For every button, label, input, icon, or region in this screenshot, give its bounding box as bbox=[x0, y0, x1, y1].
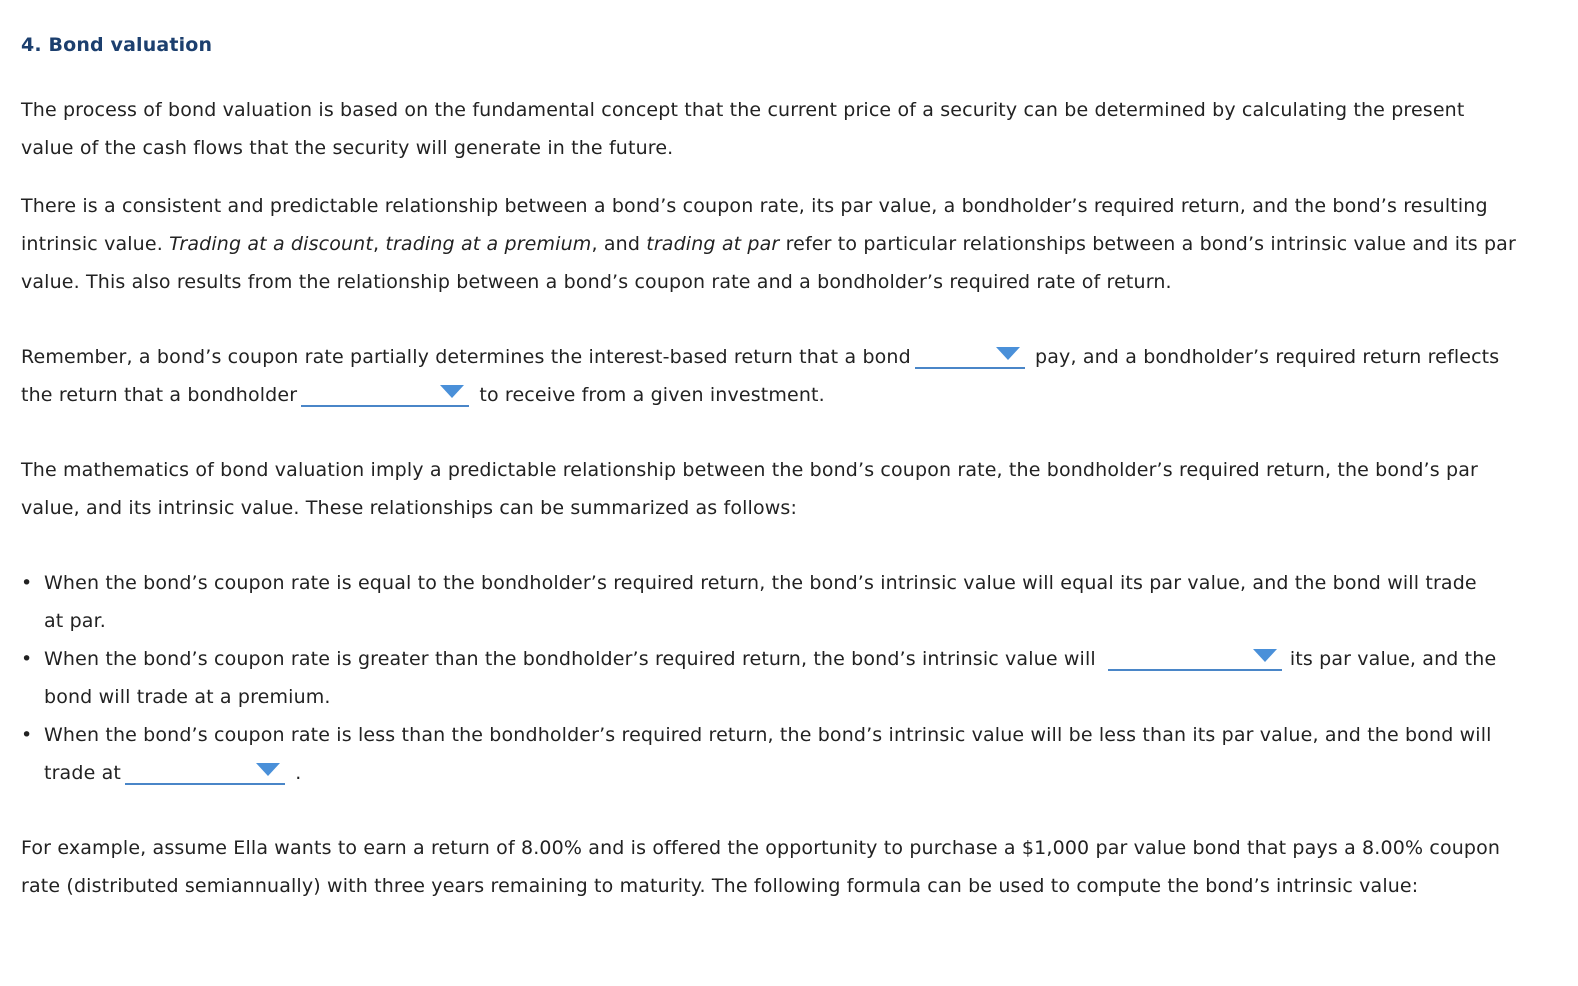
list-item bbox=[21, 716, 1501, 792]
triangle-down-icon bbox=[1253, 649, 1277, 662]
bullet-icon: • bbox=[21, 648, 33, 670]
triangle-down-icon bbox=[256, 763, 280, 776]
section-title: 4. Bond valuation bbox=[21, 34, 213, 56]
term-discount: Trading at a discount bbox=[169, 233, 373, 255]
bond-pay-dropdown[interactable] bbox=[915, 347, 1025, 369]
triangle-down-icon bbox=[996, 347, 1020, 360]
trade-at-dropdown[interactable] bbox=[125, 763, 285, 785]
mathematics-paragraph: The mathematics of bond valuation imply a predictable relationship between the bond’s coupon rate, the bondholder’s required return, the bond’s par value, and its intrinsic value. These relationships can be summarized as follows: bbox=[21, 459, 1478, 519]
bondholder-expects-dropdown[interactable] bbox=[301, 385, 469, 407]
list-item-text: When the bond’s coupon rate is equal to the bondholder’s required return, the bond’s intrinsic value will equal its par value, and the bond will trade at par. bbox=[44, 572, 1477, 632]
list-item-text: . bbox=[295, 762, 302, 784]
premium-value-dropdown[interactable] bbox=[1108, 649, 1282, 671]
paragraph-text: , and bbox=[591, 233, 647, 255]
list-item-text: When the bond’s coupon rate is less than the bondholder’s required return, the bond’s intrinsic value will be less than its par value, and the bond will trade at bbox=[44, 724, 1492, 784]
term-par: trading at par bbox=[646, 233, 780, 255]
paragraph-text: refer to particular relationships between a bond’s intrinsic value and its par value. This also results from the relationship between a bond’s coupon rate and a bondholder’s required rate of return. bbox=[21, 233, 1516, 293]
triangle-down-icon bbox=[440, 385, 464, 398]
term-premium: trading at a premium bbox=[385, 233, 592, 255]
relationship-list bbox=[21, 564, 1501, 792]
paragraph-text: to receive from a given investment. bbox=[479, 384, 825, 406]
bullet-icon: • bbox=[21, 724, 33, 746]
list-item bbox=[21, 564, 1501, 640]
list-item bbox=[21, 640, 1501, 716]
list-item-text: When the bond’s coupon rate is greater than the bondholder’s required return, the bond’s intrinsic value will bbox=[44, 648, 1096, 670]
remember-paragraph bbox=[21, 338, 1521, 414]
paragraph-text: pay, and a bondholder’s required return reflects the return that a bondholder bbox=[21, 346, 1500, 406]
list-item-text: its par value, and the bond will trade at a premium. bbox=[44, 648, 1497, 708]
intro-paragraph: The process of bond valuation is based on the fundamental concept that the current price of a security can be determined by calculating the present value of the cash flows that the security will generate in the future. bbox=[21, 99, 1465, 159]
example-paragraph: For example, assume Ella wants to earn a return of 8.00% and is offered the opportunity to purchase a $1,000 par value bond that pays a 8.00% coupon rate (distributed semiannually) with three years remaining to maturity. The following formula can be used to compute the bond’s intrinsic value: bbox=[21, 837, 1501, 897]
paragraph-text: There is a consistent and predictable relationship between a bond’s coupon rate, its par value, a bondholder’s required return, and the bond’s resulting intrinsic value. bbox=[21, 195, 1488, 255]
bullet-icon: • bbox=[21, 572, 33, 594]
paragraph-text: Remember, a bond’s coupon rate partially determines the interest-based return that a bond bbox=[21, 346, 911, 368]
paragraph-text: , bbox=[372, 233, 386, 255]
relationship-paragraph bbox=[21, 187, 1521, 301]
